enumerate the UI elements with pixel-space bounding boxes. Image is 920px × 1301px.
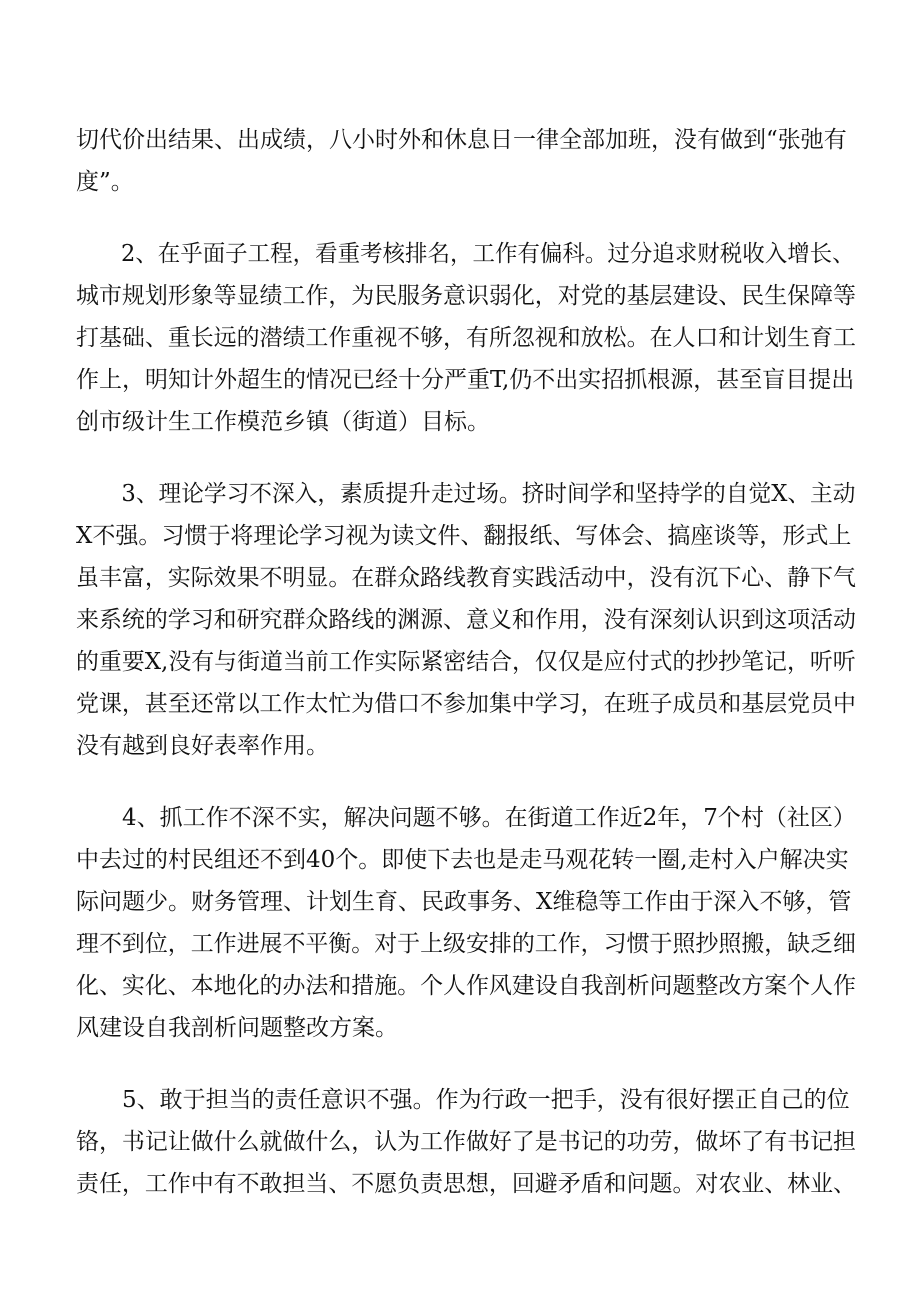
- text-line: 化、实化、本地化的办法和措施。个人作风建设自我剖析问题整改方案个人作: [76, 973, 856, 999]
- text-line: 作上，明知计外超生的情况已经十分严重T,仍不出实招抓根源，甚至盲目提出: [76, 367, 855, 393]
- text-line: 际问题少。财务管理、计划生育、民政事务、X维稳等工作由于深入不够，管: [76, 889, 852, 915]
- text-line: 来系统的学习和研究群众路线的渊源、意义和作用，没有深刻认识到这项活动: [76, 607, 856, 633]
- text-line: 理不到位，工作进展不平衡。对于上级安排的工作，习惯于照抄照搬，缺乏细: [76, 931, 856, 957]
- text-line: 铬，书记让做什么就做什么，认为工作做好了是书记的功劳，做坏了有书记担: [76, 1129, 856, 1155]
- paragraph-item-5: [76, 1079, 856, 1205]
- paragraph-item-3: [76, 473, 856, 767]
- paragraph-continuation: [76, 119, 856, 203]
- paragraph-item-2: [76, 233, 856, 443]
- text-line: 2、在乎面子工程，看重考核排名，工作有偏科。过分追求财税收入增长、: [120, 241, 855, 267]
- text-line: X不强。习惯于将理论学习视为读文件、翻报纸、写体会、搞座谈等，形式上: [76, 523, 852, 549]
- text-line: 4、抓工作不深不实，解决问题不够。在街道工作近2年，7个村（社区）: [122, 805, 856, 831]
- text-line: 党课，甚至还常以工作太忙为借口不参加集中学习，在班子成员和基层党员中: [76, 691, 856, 717]
- text-line: 创市级计生工作模范乡镇（街道）目标。: [76, 409, 490, 435]
- text-line: 打基础、重长远的潜绩工作重视不够，有所忽视和放松。在人口和计划生育工: [76, 325, 856, 351]
- text-line: 度”。: [76, 169, 134, 195]
- text-line: 切代价出结果、出成绩，八小时外和休息日一律全部加班，没有做到“张弛有: [76, 127, 847, 153]
- text-line: 风建设自我剖析问题整改方案。: [76, 1015, 398, 1041]
- text-line: 没有越到良好表率作用。: [76, 733, 329, 759]
- text-line: 责任，工作中有不敢担当、不愿负责思想，回避矛盾和问题。对农业、林业、: [76, 1171, 856, 1197]
- text-line: 城市规划形象等显绩工作，为民服务意识弱化，对党的基层建设、民生保障等: [76, 283, 856, 309]
- text-line: 5、敢于担当的责任意识不强。作为行政一把手，没有很好摆正自己的位: [122, 1087, 850, 1113]
- text-line: 3、理论学习不深入，素质提升走过场。挤时间学和坚持学的自觉X、主动: [121, 481, 856, 507]
- text-line: 的重要X,没有与街道当前工作实际紧密结合，仅仅是应付式的抄抄笔记，听听: [76, 649, 856, 675]
- text-line: 中去过的村民组还不到40个。即使下去也是走马观花转一圈,走村入户解决实: [76, 847, 849, 873]
- text-line: 虽丰富，实际效果不明显。在群众路线教育实践活动中，没有沉下心、静下气: [76, 565, 856, 591]
- paragraph-item-4: [76, 797, 856, 1049]
- document-body: [76, 119, 856, 1205]
